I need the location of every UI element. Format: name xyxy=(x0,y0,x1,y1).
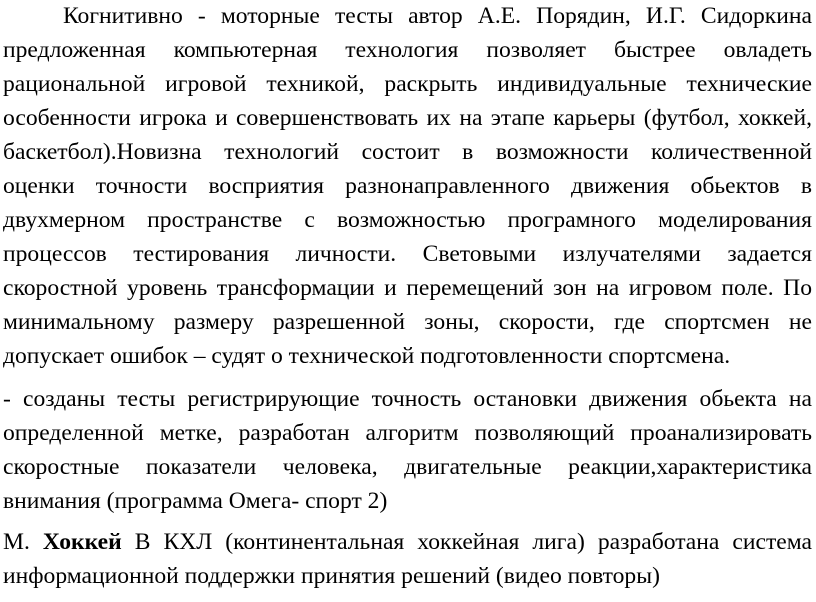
paragraph-2-line-4: внимания (программа Омега- спорт 2) xyxy=(3,488,388,514)
paragraph-1-line-10: минимальному размеру разрешенной зоны, скорости, где спортсмен не xyxy=(3,309,812,335)
paragraph-3-bold-heading: Хоккей xyxy=(42,529,122,555)
paragraph-1-line-8: процессов тестирования личности. Световыми излучателями задается xyxy=(3,241,812,267)
paragraph-1-line-1: Когнитивно - моторные тесты автор А.Е. Порядин, И.Г. Сидоркина xyxy=(63,3,812,29)
paragraph-2-line-2: определенной метке, разработан алгоритм позволяющий проанализировать xyxy=(3,420,812,446)
paragraph-1-line-2: предложенная компьютерная технология позволяет быстрее овладеть xyxy=(3,37,812,63)
paragraph-3-prefix: М. xyxy=(3,529,30,555)
paragraph-2-line-3: скоростные показатели человека, двигательные реакции,характеристика xyxy=(3,454,812,480)
paragraph-3-line-1 xyxy=(3,526,812,558)
paragraph-1-line-6: оценки точности восприятия разнонаправленного движения обьектов в xyxy=(3,173,812,199)
paragraph-3-line-1-text: В КХЛ (континентальная хоккейная лига) разработана система xyxy=(134,529,812,555)
paragraph-1-line-5: баскетбол).Новизна технологий состоит в возможности количественной xyxy=(3,139,812,165)
paragraph-1-line-11: допускает ошибок – судят о технической подготовленности спортсмена. xyxy=(3,343,731,369)
paragraph-1-line-7: двухмерном пространстве с возможностью програмного моделирования xyxy=(3,207,812,233)
paragraph-2-line-1: - созданы тесты регистрирующие точность остановки движения обьекта на xyxy=(3,386,812,412)
paragraph-1-line-9: скоростной уровень трансформации и перемещений зон на игровом поле. По xyxy=(3,275,812,301)
paragraph-1-line-3: рациональной игровой техникой, раскрыть индивидуальные технические xyxy=(3,71,812,97)
paragraph-3-line-2: информационной поддержки принятия решений (видео повторы) xyxy=(3,563,660,589)
paragraph-1-line-4: особенности игрока и совершенствовать их на этапе карьеры (футбол, хоккей, xyxy=(3,105,812,131)
